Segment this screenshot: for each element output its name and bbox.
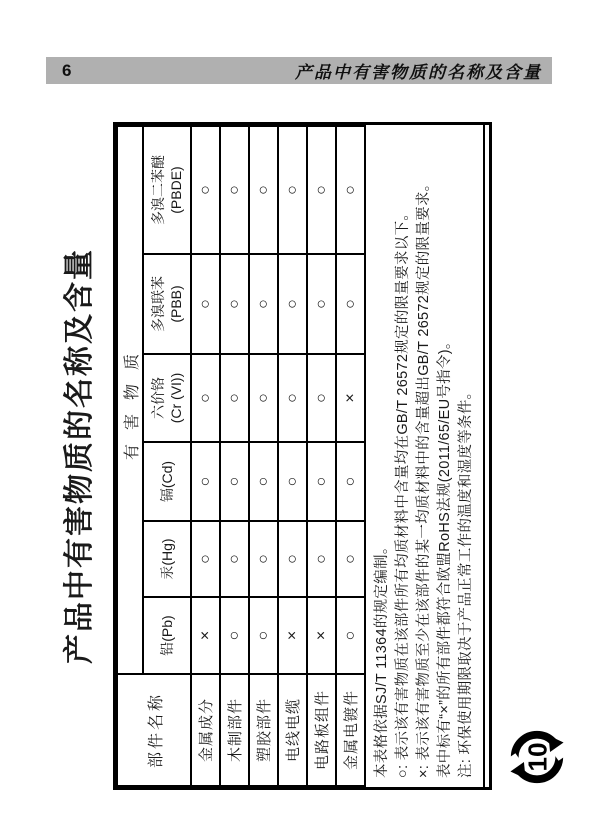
mark-cell: ○ [307, 521, 336, 597]
mark-cell: ○ [191, 521, 220, 597]
mark-cell: ○ [336, 521, 365, 597]
mark-cell: ○ [336, 442, 365, 521]
note-line: ○: 表示该有害物质在该部件所有均质材料中含量均在GB/T 26572规定的限量要求以下。 [395, 205, 411, 778]
substance-symbol: (PBDE) [168, 166, 184, 214]
table-row [307, 126, 336, 786]
mark-cell: ○ [307, 442, 336, 521]
mark-cell: × [307, 597, 336, 674]
component-name-cell: 木制部件 [220, 674, 249, 786]
mark-cell: ○ [220, 597, 249, 674]
figure-box [113, 122, 492, 790]
substance-name: 镉(Cd) [159, 460, 175, 503]
mark-cell: ○ [278, 354, 307, 442]
substance-symbol: (Cr (VI)) [168, 372, 184, 424]
mark-cell: ○ [249, 254, 278, 354]
mark-cell: ○ [336, 126, 365, 254]
substance-header-cell [143, 442, 191, 521]
mark-cell: ○ [220, 354, 249, 442]
substance-name: 多溴二苯醚 [150, 155, 166, 225]
header-bar [46, 57, 552, 84]
mark-cell: ○ [249, 126, 278, 254]
substance-header-cell [143, 254, 191, 354]
mark-cell: ○ [220, 126, 249, 254]
mark-cell: ○ [278, 126, 307, 254]
page-number: 6 [62, 60, 72, 80]
mark-cell: ○ [307, 126, 336, 254]
mark-cell: × [336, 354, 365, 442]
recycling-arrows-icon [506, 726, 568, 788]
mark-cell: ○ [336, 254, 365, 354]
mark-cell: × [278, 597, 307, 674]
header-row-group [117, 126, 143, 786]
mark-cell: ○ [278, 254, 307, 354]
mark-cell: ○ [249, 521, 278, 597]
figure-title: 产品中有害物质的名称及含量 [63, 248, 96, 664]
mark-cell: ○ [191, 442, 220, 521]
table-notes [366, 125, 485, 787]
substance-header-cell [143, 354, 191, 442]
header-title: 产品中有害物质的名称及含量 [295, 63, 542, 82]
mark-cell: ○ [249, 442, 278, 521]
mark-cell: ○ [220, 254, 249, 354]
mark-cell: ○ [278, 442, 307, 521]
mark-cell: × [191, 597, 220, 674]
component-name-cell: 塑胶部件 [249, 674, 278, 786]
mark-cell: ○ [191, 354, 220, 442]
rotated-content [55, 122, 567, 790]
epup-years-label: 10 [522, 742, 553, 772]
mark-cell: ○ [220, 442, 249, 521]
note-line: ×: 表示该有害物质至少在该部件的某一均质材料中的含量超出GB/T 26572规定的限量要求。 [416, 176, 432, 778]
component-name-cell: 电线电缆 [278, 674, 307, 786]
component-name-cell: 金属电镀件 [336, 674, 365, 786]
epup-symbol [506, 726, 568, 788]
substance-header-cell [143, 521, 191, 597]
table-row [220, 126, 249, 786]
mark-cell: ○ [249, 354, 278, 442]
substance-name: 六价铬 [150, 377, 166, 419]
table-row [191, 126, 220, 786]
table-row [278, 126, 307, 786]
note-line: 表中标有“×”的所有部件都符合欧盟RoHS法规(2011/65/EU号指令)。 [437, 334, 453, 778]
table-row [249, 126, 278, 786]
substance-name: 汞(Hg) [159, 538, 175, 580]
mark-cell: ○ [307, 354, 336, 442]
substance-header-cell [143, 597, 191, 674]
mark-cell: ○ [191, 126, 220, 254]
mark-cell: ○ [191, 254, 220, 354]
component-name-cell: 电路板组件 [307, 674, 336, 786]
component-name-cell: 金属成分 [191, 674, 220, 786]
substance-name: 多溴联苯 [150, 276, 166, 332]
hazard-group-header-cell: 有害物质 [117, 126, 143, 674]
substance-symbol: (PBB) [168, 285, 184, 323]
hazard-substance-table [116, 125, 366, 787]
corner-header-cell: 部件名称 [117, 674, 191, 786]
mark-cell: ○ [249, 597, 278, 674]
mark-cell: ○ [307, 254, 336, 354]
mark-cell: ○ [220, 521, 249, 597]
substance-header-cell [143, 126, 191, 254]
note-line: 注: 环保使用期限取决于产品正常工作的温度和湿度等条件。 [458, 384, 474, 778]
mark-cell: ○ [336, 597, 365, 674]
table-row [336, 126, 365, 786]
mark-cell: ○ [278, 521, 307, 597]
note-line: 本表格依据SJ/T 11364的规定编制。 [374, 539, 390, 778]
substance-name: 铅(Pb) [159, 615, 175, 656]
